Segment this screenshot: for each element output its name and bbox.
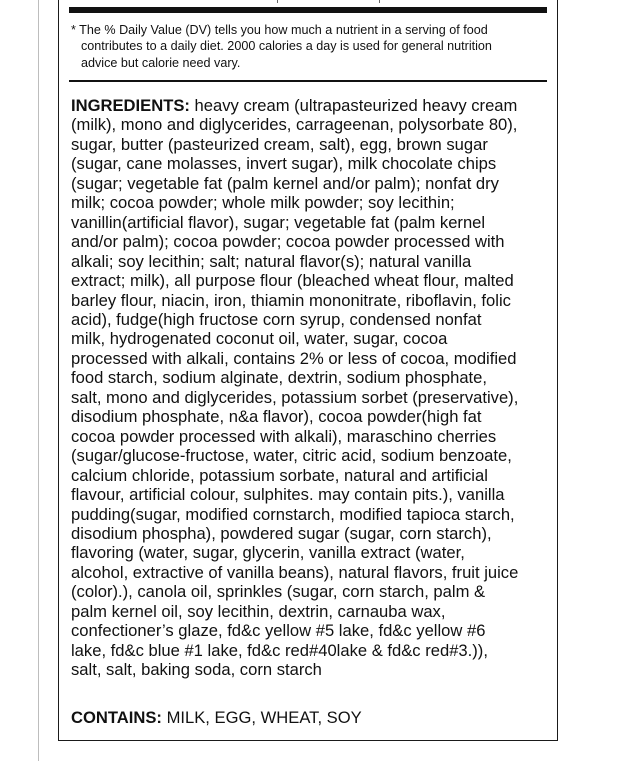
ingredients-line: milk; cocoa powder; whole milk powder; soy lecithin;: [71, 193, 455, 213]
allergen-list: MILK, EGG, WHEAT, SOY: [161, 708, 362, 727]
thin-separator-rule: [69, 80, 547, 82]
ingredients-line: alkali; soy lecithin; salt; natural flavor(s); natural vanilla: [71, 251, 472, 271]
ingredients-line: processed with alkali, contains 2% or less of cocoa, modified: [71, 348, 517, 368]
cropped-top-row: [59, 0, 557, 6]
footnote-line: advice but calorie need vary.: [81, 55, 241, 70]
ingredients-line: (sugar; vegetable fat (palm kernel and/or palm); nonfat dry: [71, 173, 499, 193]
ingredients-text: heavy cream (ultrapasteurized heavy cream: [189, 96, 518, 115]
footnote-line: contributes to a daily diet. 2000 calories a day is used for general nutrition: [81, 39, 492, 54]
ingredients-line: flavour, artificial colour, sulphites. may contain pits.), vanilla: [71, 485, 505, 505]
ingredients-line: salt, mono and diglycerides, potassium sorbet (preservative),: [71, 387, 519, 407]
page-edge-line: [38, 0, 39, 761]
ingredients-line: cocoa powder processed with alkali), maraschino cherries: [71, 426, 497, 446]
ingredients-line: milk, hydrogenated coconut oil, water, sugar, cocoa: [71, 329, 448, 349]
allergen-statement: [71, 708, 362, 728]
footnote-line: * The % Daily Value (DV) tells you how much a nutrient in a serving of food: [71, 23, 488, 37]
ingredients-line: alcohol, extractive of vanilla beans), natural flavors, fruit juice: [71, 562, 519, 582]
ingredients-line: [71, 96, 551, 115]
ingredients-line: barley flour, niacin, iron, thiamin mononitrate, riboflavin, folic: [71, 290, 511, 310]
daily-value-footnote: [71, 22, 547, 71]
ingredients-line: salt, salt, baking soda, corn starch: [71, 660, 322, 680]
ingredients-line: pudding(sugar, modified cornstarch, modified tapioca starch,: [71, 504, 515, 524]
cropped-divider-mark: [379, 0, 380, 3]
ingredients-line: vanillin(artificial flavor), sugar; vegetable fat (palm kernel: [71, 212, 486, 232]
ingredients-line: food starch, sodium alginate, dextrin, sodium phosphate,: [71, 368, 488, 388]
ingredients-line: disodium phosphate, n&a flavor), cocoa powder(high fat: [71, 407, 482, 427]
ingredients-line: (milk), mono and diglycerides, carrageenan, polysorbate 80),: [71, 115, 518, 135]
ingredients-line: palm kernel oil, soy lecithin, dextrin, carnauba wax,: [71, 601, 446, 621]
ingredients-line: flavoring (water, sugar, glycerin, vanilla extract (water,: [71, 543, 465, 563]
ingredients-line: confectioner’s glaze, fd&c yellow #5 lake, fd&c yellow #6: [71, 621, 486, 641]
thick-separator-rule: [69, 7, 547, 13]
ingredients-line: and/or palm); cocoa powder; cocoa powder processed with: [71, 232, 505, 252]
ingredients-statement: [71, 96, 551, 680]
ingredients-label: INGREDIENTS:: [71, 96, 190, 115]
cropped-divider-mark: [277, 0, 278, 3]
contains-label: CONTAINS:: [71, 708, 162, 727]
ingredients-line: sugar, butter (pasteurized cream, salt), egg, brown sugar: [71, 134, 488, 154]
ingredients-line: disodium phospha), powdered sugar (sugar, corn starch),: [71, 523, 492, 543]
ingredients-line: (color).), canola oil, sprinkles (sugar, corn starch, palm &: [71, 582, 486, 602]
ingredients-line: calcium chloride, potassium sorbate, natural and artificial: [71, 465, 488, 485]
ingredients-line: extract; milk), all purpose flour (bleached wheat flour, malted: [71, 271, 514, 291]
ingredients-line: (sugar/glucose-fructose, water, citric acid, sodium benzoate,: [71, 446, 512, 466]
ingredients-line: acid), fudge(high fructose corn syrup, condensed nonfat: [71, 309, 482, 329]
nutrition-label-panel: [58, 0, 558, 741]
ingredients-line: lake, fd&c blue #1 lake, fd&c red#40lake & fd&c red#3.)),: [71, 640, 488, 660]
ingredients-line: (sugar, cane molasses, invert sugar), milk chocolate chips: [71, 154, 497, 174]
